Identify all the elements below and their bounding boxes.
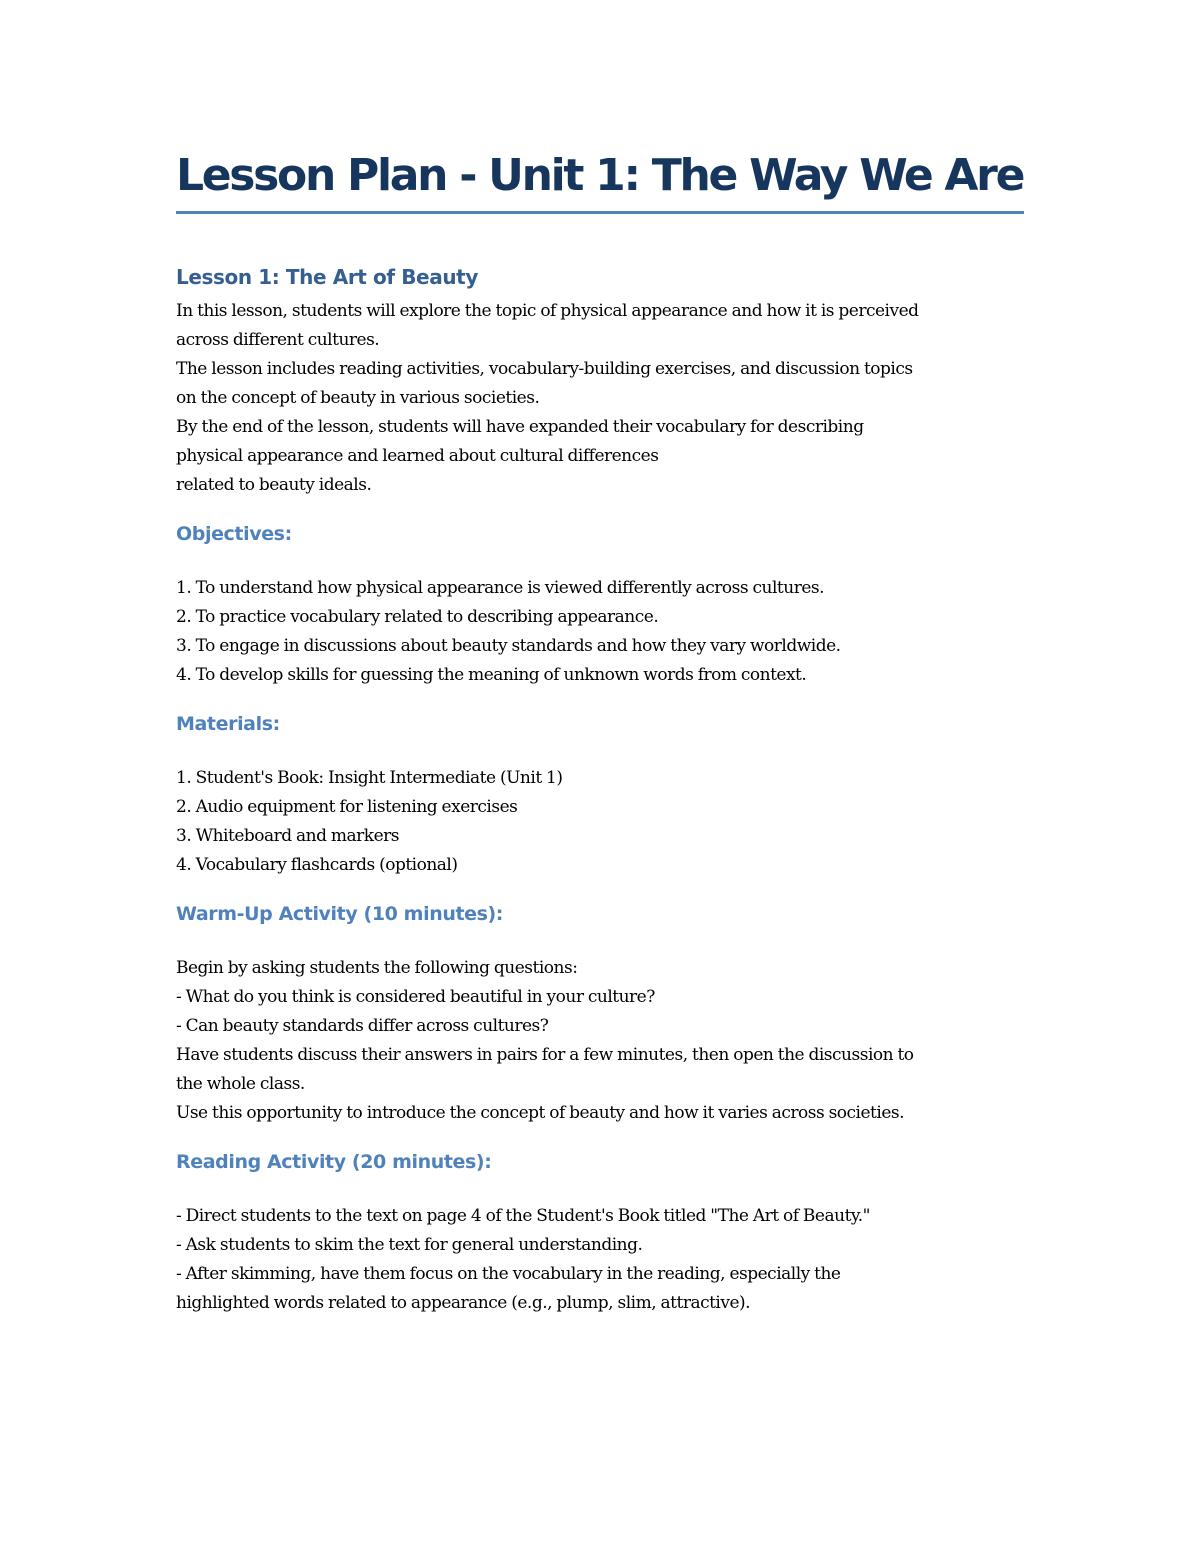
objective-item: 4. To develop skills for guessing the meaning of unknown words from context. — [176, 665, 807, 685]
warmup-line: Begin by asking students the following questions: — [176, 958, 578, 978]
document-title: Lesson Plan - Unit 1: The Way We Are — [176, 150, 1024, 201]
objective-item: 2. To practice vocabulary related to describing appearance. — [176, 607, 659, 627]
warmup-line: Have students discuss their answers in pairs for a few minutes, then open the discussion to — [176, 1045, 914, 1065]
lesson-heading: Lesson 1: The Art of Beauty — [176, 265, 478, 289]
intro-line: In this lesson, students will explore the topic of physical appearance and how it is perceived — [176, 301, 919, 321]
intro-line: The lesson includes reading activities, vocabulary-building exercises, and discussion topics — [176, 359, 913, 379]
intro-line: related to beauty ideals. — [176, 475, 372, 495]
intro-line: across different cultures. — [176, 330, 380, 350]
intro-line: By the end of the lesson, students will have expanded their vocabulary for describing — [176, 417, 864, 437]
warmup-line: the whole class. — [176, 1074, 305, 1094]
objectives-list — [176, 574, 1024, 690]
reading-heading: Reading Activity (20 minutes): — [176, 1151, 492, 1173]
reading-line: - Ask students to skim the text for general understanding. — [176, 1235, 643, 1255]
material-item: 4. Vocabulary flashcards (optional) — [176, 855, 458, 875]
warmup-text — [176, 954, 1024, 1128]
title-underline — [176, 211, 1024, 214]
reading-text — [176, 1202, 1024, 1318]
warmup-heading: Warm-Up Activity (10 minutes): — [176, 903, 504, 925]
document-page — [176, 146, 1024, 1318]
objective-item: 3. To engage in discussions about beauty standards and how they vary worldwide. — [176, 636, 841, 656]
material-item: 2. Audio equipment for listening exercises — [176, 797, 518, 817]
reading-line: highlighted words related to appearance (e.g., plump, slim, attractive). — [176, 1293, 751, 1313]
material-item: 3. Whiteboard and markers — [176, 826, 400, 846]
warmup-line: Use this opportunity to introduce the concept of beauty and how it varies across societies. — [176, 1103, 905, 1123]
warmup-line: - Can beauty standards differ across cultures? — [176, 1016, 549, 1036]
objective-item: 1. To understand how physical appearance is viewed differently across cultures. — [176, 578, 825, 598]
intro-line: physical appearance and learned about cultural differences — [176, 446, 659, 466]
warmup-line: - What do you think is considered beautiful in your culture? — [176, 987, 655, 1007]
materials-heading: Materials: — [176, 713, 280, 735]
material-item: 1. Student's Book: Insight Intermediate (Unit 1) — [176, 768, 563, 788]
materials-list — [176, 764, 1024, 880]
reading-line: - Direct students to the text on page 4 of the Student's Book titled "The Art of Beauty." — [176, 1206, 870, 1226]
reading-line: - After skimming, have them focus on the vocabulary in the reading, especially the — [176, 1264, 841, 1284]
objectives-heading: Objectives: — [176, 523, 292, 545]
intro-line: on the concept of beauty in various societies. — [176, 388, 540, 408]
intro-paragraph — [176, 297, 1024, 500]
